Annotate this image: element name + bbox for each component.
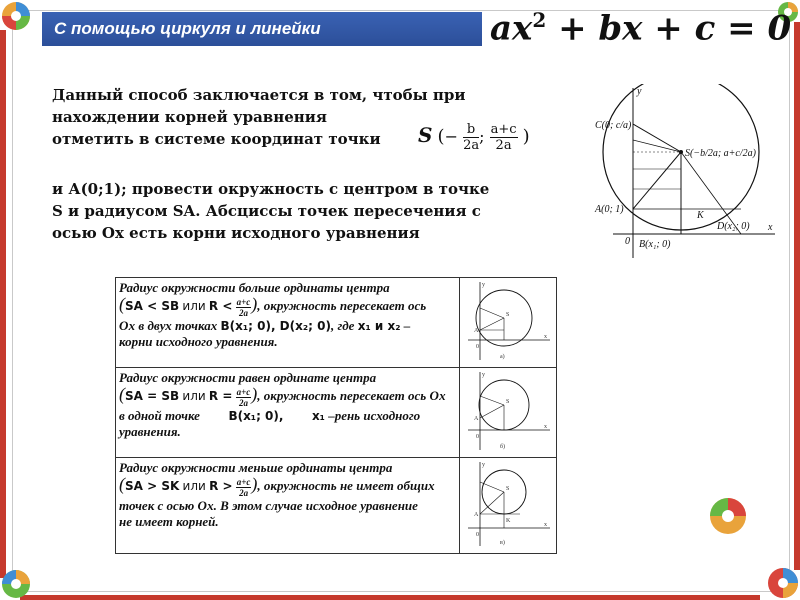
intro-paragraph [52,84,466,150]
right-accent-bar [794,22,800,570]
svg-text:K: K [506,518,511,524]
svg-text:x: x [544,522,547,528]
case3-eq-or: или [182,479,206,493]
case1-frac-num: a+c [236,296,251,307]
case3-line1: Радиус окружности меньше ординаты центра [119,460,393,475]
svg-text:S: S [506,312,510,318]
case2-line3b: –рень исходного [324,407,421,423]
case-figure-cell [460,458,557,554]
bottom-right-ornament-icon [766,566,800,600]
svg-text:S: S [506,399,510,405]
case2-caption: б) [500,444,506,450]
svg-text:S: S [506,486,510,492]
case-text-cell: Радиус окружности меньше ординаты центра (SA > SK или R > $\frac{a+c}{2a}$ ), окружность не имеет общих точек с осью Ох. В этом случае исходное уравнение не имеет корней. [116,458,460,554]
case3-after-eq: , окружность не имеет общих [257,478,435,493]
main-origin: 0 [625,236,630,247]
case3-caption: в) [500,540,505,546]
bottom-accent-bar [20,595,760,600]
main-point-d: D(x₂; 0) [717,221,750,232]
intro-line-5: S и радиусом SA. Абсциссы точек пересечения с [52,202,481,220]
case1-eq-or: или [182,299,206,313]
case1-line4: корни исходного уравнения. [119,333,278,349]
case2-line1: Радиус окружности равен ординате центра [119,370,377,385]
case2-eq-left: SA = SB [125,389,180,403]
case2-line4: уравнения. [119,423,181,439]
svg-text:y: y [482,372,485,378]
case1-eq-left: SA < SB [125,299,180,313]
main-point-k: K [697,210,704,221]
case-row [116,278,557,368]
eq-power: 2 [532,8,547,32]
slide-title: С помощью циркуля и линейки [42,12,482,46]
case2-eq-r: R = [208,389,233,403]
case-text-cell: Радиус окружности равен ординате центра (SA = SB или R = $\frac{a+c}{2a}$ ), окружность пересекает ось Ох в одной точке B(x₁; 0), x₁ –рень исходного уравнения. [116,368,460,458]
intro-line-4: и А(0;1); провести окружность с центром в точке [52,180,490,198]
case1-caption: а) [500,354,505,360]
case1-after-eq: , окружность пересекает ось [257,298,427,313]
point-s-letter: S [418,123,433,147]
case1-line3a: Ох в двух точках [119,317,218,333]
case2-after-eq: , окружность пересекает ось Ох [257,388,446,403]
case1-graph [460,278,556,362]
svg-text:x: x [544,424,547,430]
main-point-b: B(x₁; 0) [639,239,671,250]
case2-eq-or: или [182,389,206,403]
quadratic-equation [490,8,791,48]
main-point-c: C(0; c/a) [595,120,632,131]
case3-eq-r: R > [209,479,233,493]
case2-graph [460,368,556,452]
case3-line3: точек с осью Ох. В этом случае исходное уравнение [119,497,418,513]
case-row [116,458,557,554]
point-s-formula: S (− $\frac{b}{2a}$ ; $\frac{a+c}{2a}$ ) [418,122,530,153]
svg-text:A: A [474,512,479,518]
case3-graph [460,458,556,548]
bottom-left-ornament-icon [0,568,32,600]
case1-frac-den: 2a [238,307,248,318]
case1-points: B(x₁; 0), D(x₂; 0) [220,318,331,333]
left-accent-bar [0,30,6,578]
svg-text:0: 0 [476,532,479,538]
svg-text:0: 0 [476,344,479,350]
intro-line-6: осью Ох есть корни исходного уравнения [52,224,420,242]
intro-line-2: нахождении корней уравнения [52,108,327,126]
main-y-label: y [637,86,642,97]
case3-frac-num: a+c [236,476,251,487]
case-row [116,368,557,458]
case1-roots: x₁ и x₂ [357,318,401,333]
svg-text:A: A [474,328,479,334]
case3-line4: не имеет корней. [119,513,219,529]
case1-eq-r: R < [208,299,233,313]
intro-line-1: Данный способ заключается в том, чтобы при [52,86,466,104]
svg-text:y: y [482,462,485,468]
intro-paragraph-2 [52,178,489,244]
main-point-s: S(−b/2a; a+c/2a) [685,148,756,159]
case2-line3a: в одной точке [119,407,200,423]
main-x-label: x [768,222,773,233]
intro-line-3: отметить в системе координат точки [52,130,381,148]
eq-rest: + bx + c = 0 [546,8,792,49]
case1-line3b: , где [330,317,355,333]
eq-ax: ax [490,8,533,49]
case-text-cell: Радиус окружности больше ординаты центра (SA < SB или R < $\frac{a+c}{2a}$ ), окружность пересекает ось Ох в двух точках B(x₁; 0), D(x₂; 0), где x₁ и x₂ – корни исходного уравнения. [116,278,460,368]
case3-frac-den: 2a [239,487,249,498]
case2-roots: x₁ [311,408,325,423]
svg-text:y: y [482,282,485,288]
case2-frac-num: a+c [236,386,251,397]
side-ornament-icon [708,496,748,536]
case2-frac-den: 2a [238,397,248,408]
main-point-a: A(0; 1) [595,204,624,215]
case-figure-cell [460,368,557,458]
point-s-num1: b [463,122,479,138]
svg-text:x: x [544,334,547,340]
case3-eq-left: SA > SK [125,479,180,493]
case2-points: B(x₁; 0), [228,408,284,423]
case1-line1: Радиус окружности больше ординаты центра [119,280,390,295]
case1-dash: – [400,317,411,333]
point-s-num2: a+c [490,122,517,137]
svg-text:0: 0 [476,434,479,440]
cases-table [115,277,557,554]
main-circle-graph [593,84,779,260]
svg-text:A: A [474,416,479,422]
case-figure-cell [460,278,557,368]
point-s-den1: 2a [463,138,480,153]
point-s-den2: 2a [495,138,512,153]
top-left-ornament-icon [0,0,32,32]
